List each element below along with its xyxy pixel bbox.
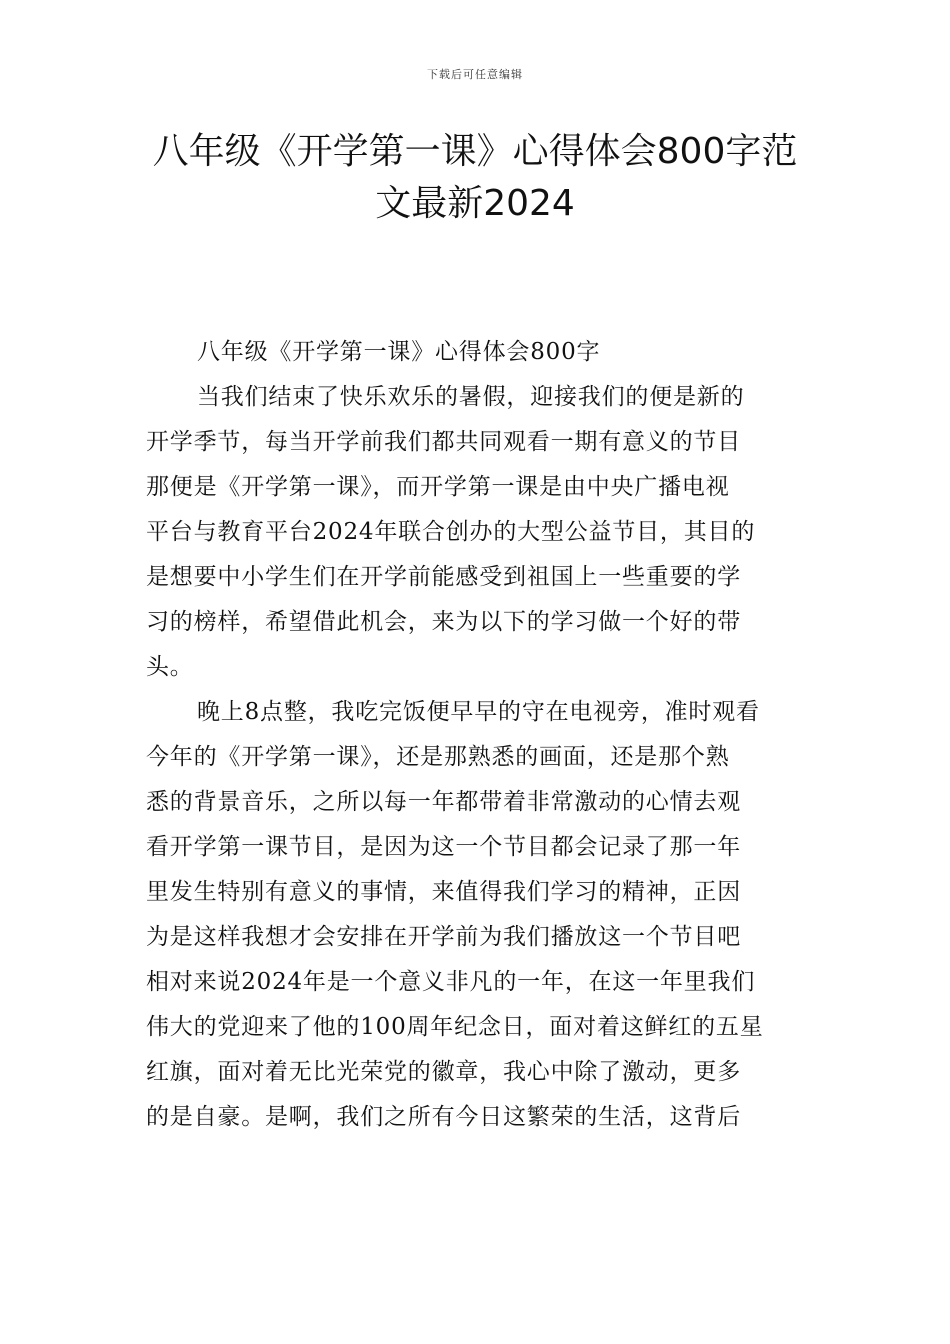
body-line: 那便是《开学第一课》，而开学第一课是由中央广播电视 xyxy=(146,474,730,500)
body-line: 为是这样我想才会安排在开学前为我们播放这一个节目吧 xyxy=(146,924,741,950)
body-line: 悉的背景音乐，之所以每一年都带着非常激动的心情去观 xyxy=(146,789,741,815)
title-line: 文最新2024 xyxy=(375,183,575,224)
header-note: 下载后可任意编辑 xyxy=(427,68,523,81)
body-text xyxy=(146,330,806,1140)
body-line: 当我们结束了快乐欢乐的暑假，迎接我们的便是新的 xyxy=(197,384,745,410)
document-title xyxy=(100,126,850,230)
body-line: 相对来说2024年是一个意义非凡的一年，在这一年里我们 xyxy=(146,969,756,995)
body-line: 今年的《开学第一课》，还是那熟悉的画面，还是那个熟 xyxy=(146,744,730,770)
body-line: 习的榜样，希望借此机会，来为以下的学习做一个好的带 xyxy=(146,609,741,635)
body-line: 伟大的党迎来了他的100周年纪念日，面对着这鲜红的五星 xyxy=(146,1014,764,1040)
body-line: 的是自豪。是啊，我们之所有今日这繁荣的生活，这背后 xyxy=(146,1104,741,1130)
body-line: 八年级《开学第一课》心得体会800字 xyxy=(197,339,601,365)
body-line: 头。 xyxy=(146,654,194,680)
body-line: 里发生特别有意义的事情，来值得我们学习的精神，正因 xyxy=(146,879,741,905)
body-line: 是想要中小学生们在开学前能感受到祖国上一些重要的学 xyxy=(146,564,741,590)
title-line: 八年级《开学第一课》心得体会800字范 xyxy=(152,131,798,172)
body-line: 晚上8点整，我吃完饭便早早的守在电视旁，准时观看 xyxy=(197,699,760,725)
body-line: 红旗，面对着无比光荣党的徽章，我心中除了激动，更多 xyxy=(146,1059,741,1085)
body-line: 看开学第一课节目，是因为这一个节目都会记录了那一年 xyxy=(146,834,741,860)
body-line: 平台与教育平台2024年联合创办的大型公益节目，其目的 xyxy=(146,519,756,545)
body-line: 开学季节，每当开学前我们都共同观看一期有意义的节目 xyxy=(146,429,741,455)
